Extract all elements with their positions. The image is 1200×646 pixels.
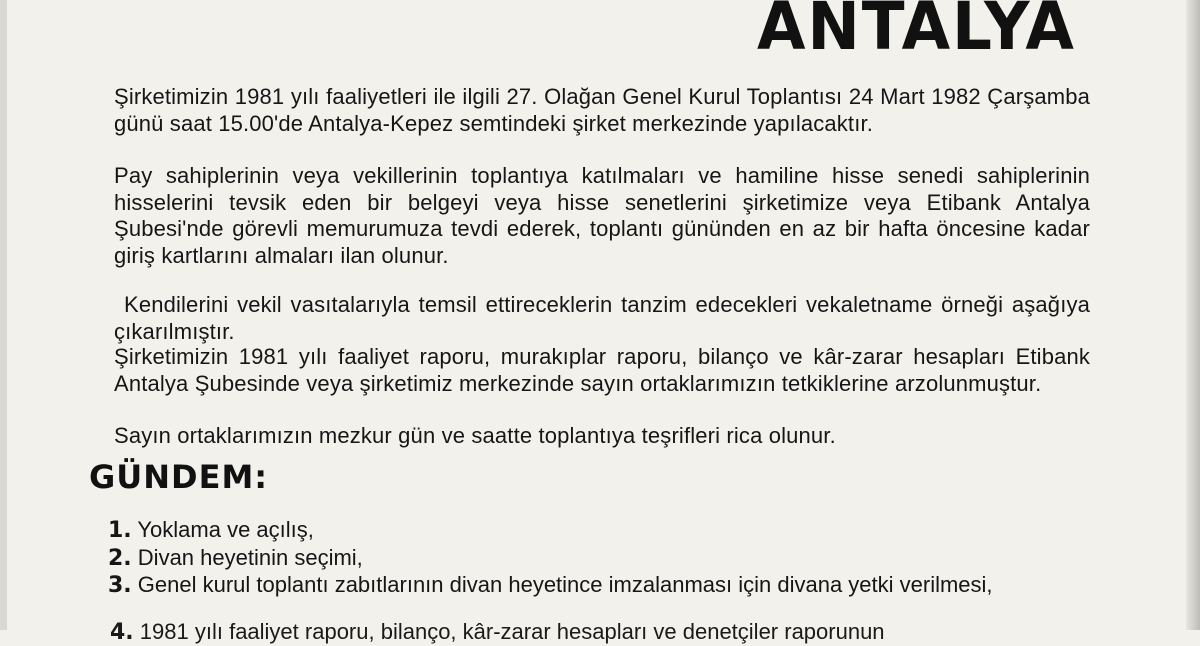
agenda-item-cut-off <box>90 619 1090 645</box>
agenda-item-text: Yoklama ve açılış, <box>137 517 314 542</box>
agenda-item-text: Divan heyetinin seçimi, <box>137 544 363 570</box>
page-edge-left <box>0 0 7 630</box>
agenda-item-number: 4. <box>110 620 134 645</box>
agenda-item-number: 1. <box>108 518 132 543</box>
agenda-item-number: 2. <box>108 545 132 571</box>
paragraph-invitation: Sayın ortaklarımızın mezkur gün ve saatte toplantıya teşrifleri rica olunur. <box>114 423 836 448</box>
paragraph-attendance: Pay sahiplerinin veya vekillerinin toplantıya katılmaları ve hamiline hisse senedi sahiplerinin hisselerini tevsik eden bir belgeyi veya hisse senetlerini şirketimize veya Etibank Antalya Şubesi'nde görevli memurumuza tevdi ederek, toplantı gününden en az bir hafta öncesine kadar giriş kartlarını almaları ilan olunur. <box>114 163 1090 268</box>
agenda-item-text: Genel kurul toplantı zabıtlarının divan heyetince imzalanması için divana yetki verilmesi, <box>137 572 993 597</box>
agenda-item-text: 1981 yılı faaliyet raporu, bilanço, kâr-zarar hesapları ve denetçiler raporunun <box>139 619 885 644</box>
agenda-item <box>88 517 1092 545</box>
agenda-item <box>88 545 1092 573</box>
paragraph-proxy: Kendilerini vekil vasıtalarıyla temsil ettireceklerin tanzim edecekleri vekaletname örneği aşağıya çıkarılmıştır. <box>114 292 1090 344</box>
city-title: ANTALYA <box>757 0 1076 65</box>
paragraph-meeting: Şirketimizin 1981 yılı faaliyetleri ile ilgili 27. Olağan Genel Kurul Toplantısı 24 Mart 1982 Çarşamba günü saat 15.00'de Antalya-Kepez semtindeki şirket merkezinde yapılacaktır. <box>114 84 1090 136</box>
page-edge-right <box>1186 0 1200 630</box>
agenda-heading: GÜNDEM: <box>89 458 269 496</box>
paragraph-reports: Şirketimizin 1981 yılı faaliyet raporu, murakıplar raporu, bilanço ve kâr-zarar hesapları Etibank Antalya Şubesinde veya şirketimiz merkezinde sayın ortaklarımızın tetkiklerine arzolunmuştur. <box>114 344 1090 396</box>
agenda-item-number: 3. <box>108 573 132 598</box>
agenda-list <box>88 517 1092 600</box>
agenda-item <box>88 572 1092 600</box>
